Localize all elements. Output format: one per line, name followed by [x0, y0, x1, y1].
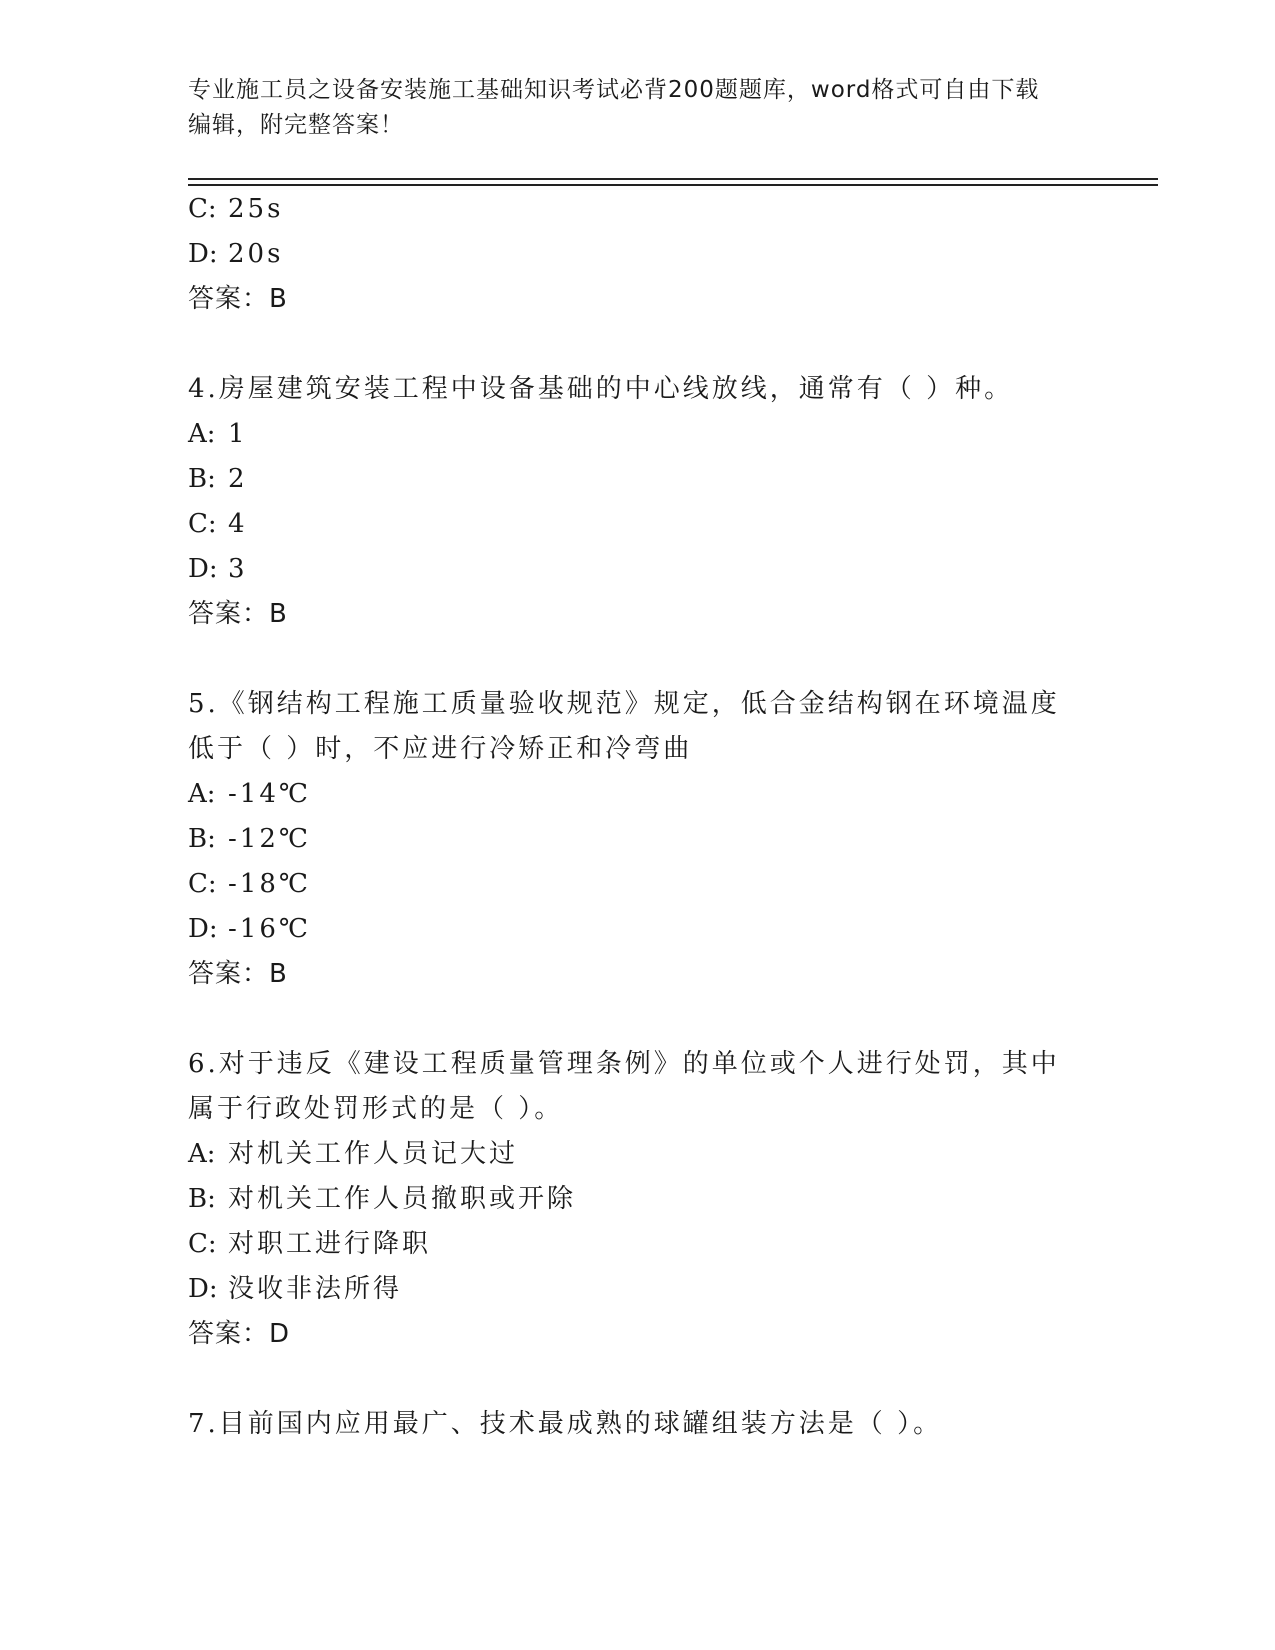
- q5-answer: 答案：B: [188, 959, 288, 989]
- q6-stem-line-1: 6.对于违反《建设工程质量管理条例》的单位或个人进行处罚，其中: [188, 1049, 1060, 1079]
- option-key: B:: [188, 824, 216, 854]
- header-line-1: 专业施工员之设备安装施工基础知识考试必背200题题库，word格式可自由下载: [188, 77, 1040, 103]
- q4-answer: 答案：B: [188, 599, 288, 629]
- q4-option-a: [188, 418, 248, 450]
- q5-option-d: [188, 913, 311, 945]
- option-key: B:: [188, 464, 216, 494]
- header-divider-top: [188, 178, 1158, 180]
- q5-option-c: [188, 868, 311, 900]
- option-key: C:: [188, 869, 217, 899]
- option-text: -18℃: [228, 869, 311, 899]
- document-header: [188, 73, 1088, 143]
- option-key: D:: [188, 554, 218, 584]
- option-key: D:: [188, 239, 218, 269]
- option-key: D:: [188, 1274, 218, 1304]
- option-text: 25s: [228, 194, 284, 224]
- option-text: 对职工进行降职: [228, 1229, 432, 1259]
- q4-option-c: [188, 508, 248, 540]
- option-text: 20s: [228, 239, 284, 269]
- q3-answer: 答案：B: [188, 284, 288, 314]
- q5-stem-line-2: 低于（ ）时，不应进行冷矫正和冷弯曲: [188, 734, 693, 764]
- q4-option-d: [188, 553, 248, 585]
- option-text: 4: [228, 509, 248, 539]
- option-text: 对机关工作人员撤职或开除: [228, 1184, 577, 1214]
- q6-option-c: [188, 1228, 431, 1260]
- q3-option-d: [188, 238, 283, 270]
- q6-option-a: [188, 1138, 518, 1170]
- option-text: 没收非法所得: [228, 1274, 403, 1304]
- option-key: A:: [188, 1139, 216, 1169]
- q6-stem-line-2: 属于行政处罚形式的是（ ）。: [188, 1094, 564, 1124]
- option-key: A:: [188, 779, 216, 809]
- option-key: C:: [188, 509, 217, 539]
- header-divider-bottom: [188, 184, 1158, 186]
- q6-option-d: [188, 1273, 402, 1305]
- q4-option-b: [188, 463, 248, 495]
- option-text: 对机关工作人员记大过: [228, 1139, 519, 1169]
- q4-stem: 4.房屋建筑安装工程中设备基础的中心线放线，通常有（ ）种。: [188, 374, 1014, 404]
- q3-option-c: [188, 193, 283, 225]
- header-line-2: 编辑，附完整答案！: [188, 112, 404, 138]
- option-text: -16℃: [228, 914, 311, 944]
- option-key: B:: [188, 1184, 216, 1214]
- option-text: 2: [228, 464, 248, 494]
- q5-option-b: [188, 823, 311, 855]
- q7-stem: 7.目前国内应用最广、技术最成熟的球罐组装方法是（ ）。: [188, 1409, 943, 1439]
- q6-answer: 答案：D: [188, 1319, 291, 1349]
- option-text: -12℃: [228, 824, 311, 854]
- option-key: A:: [188, 419, 216, 449]
- option-key: D:: [188, 914, 218, 944]
- option-text: 1: [228, 419, 248, 449]
- option-text: 3: [228, 554, 248, 584]
- option-key: C:: [188, 194, 217, 224]
- option-text: -14℃: [228, 779, 311, 809]
- q5-stem-line-1: 5.《钢结构工程施工质量验收规范》规定，低合金结构钢在环境温度: [188, 689, 1060, 719]
- q5-option-a: [188, 778, 311, 810]
- option-key: C:: [188, 1229, 217, 1259]
- q6-option-b: [188, 1183, 576, 1215]
